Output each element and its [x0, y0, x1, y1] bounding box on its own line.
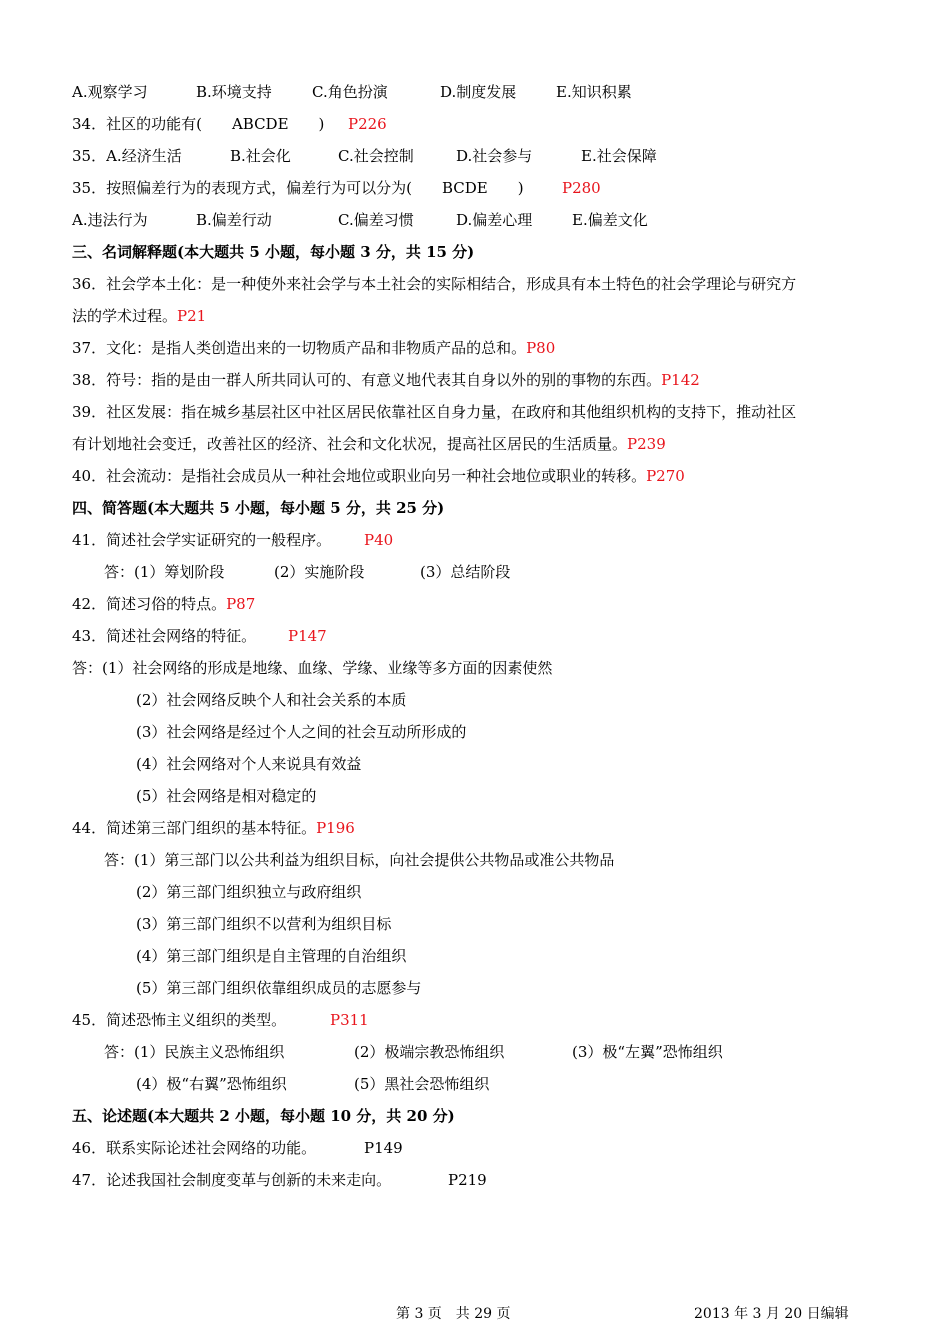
question-text: 34．社区的功能有( ABCDE ) — [72, 115, 325, 133]
section-4-title: 四、简答题(本大题共 5 小题，每小题 5 分，共 25 分) — [72, 499, 445, 517]
option-a: A.违法行为 — [72, 211, 148, 229]
question-36-line2 — [72, 306, 206, 326]
page-number: 第 3 页 共 29 页 — [396, 1306, 511, 1322]
page-ref: P142 — [661, 371, 700, 389]
question-text: 45．简述恐怖主义组织的类型。 — [72, 1011, 287, 1029]
question-45 — [72, 1010, 369, 1030]
option-e: E.社会保障 — [581, 147, 657, 165]
answer-item: (3）总结阶段 — [420, 563, 511, 581]
answer-44-item-3: (3）第三部门组织不以营利为组织目标 — [136, 915, 392, 933]
page-ref: P280 — [562, 179, 601, 197]
answer-44-item-4: (4）第三部门组织是自主管理的自治组织 — [136, 947, 407, 965]
option-b: B.社会化 — [230, 147, 291, 165]
question-47 — [72, 1170, 487, 1190]
question-39-line1: 39．社区发展：指在城乡基层社区中社区居民依靠社区自身力量，在政府和其他组织机构的支持下，推动社区 — [72, 403, 797, 421]
question-37 — [72, 338, 555, 358]
page-ref: P149 — [364, 1139, 403, 1157]
answer-44-item-2: (2）第三部门组织独立与政府组织 — [136, 883, 362, 901]
section-5-title: 五、论述题(本大题共 2 小题，每小题 10 分，共 20 分) — [72, 1107, 455, 1125]
option-b: B.环境支持 — [196, 83, 272, 101]
page-ref: P219 — [448, 1171, 487, 1189]
edit-date: 2013 年 3 月 20 日编辑 — [694, 1306, 849, 1322]
question-44 — [72, 818, 355, 838]
answer-43-item-1: 答：(1）社会网络的形成是地缘、血缘、学缘、业缘等多方面的因素使然 — [72, 659, 553, 677]
question-text: 40．社会流动：是指社会成员从一种社会地位或职业向另一种社会地位或职业的转移。 — [72, 467, 647, 485]
question-34 — [72, 114, 387, 134]
question-40 — [72, 466, 685, 486]
question-text: 37．文化：是指人类创造出来的一切物质产品和非物质产品的总和。 — [72, 339, 527, 357]
option-d: D.社会参与 — [456, 147, 533, 165]
question-text: 41．简述社会学实证研究的一般程序。 — [72, 531, 332, 549]
page-ref: P311 — [330, 1011, 369, 1029]
question-text: 47．论述我国社会制度变革与创新的未来走向。 — [72, 1171, 392, 1189]
answer-item: 答：(1）筹划阶段 — [104, 563, 225, 581]
option-e: E.偏差文化 — [572, 211, 648, 229]
question-text: 法的学术过程。 — [72, 307, 178, 325]
page-ref: P87 — [226, 595, 256, 613]
question-43 — [72, 626, 327, 646]
page-ref: P40 — [364, 531, 394, 549]
answer-43-item-4: (4）社会网络对个人来说具有效益 — [136, 755, 362, 773]
option-b: B.偏差行动 — [196, 211, 272, 229]
option-d: D.制度发展 — [440, 83, 517, 101]
question-text: 46．联系实际论述社会网络的功能。 — [72, 1139, 317, 1157]
answer-item: (5）黑社会恐怖组织 — [354, 1075, 490, 1093]
question-46 — [72, 1138, 403, 1158]
option-c: C.偏差习惯 — [338, 211, 414, 229]
option-d: D.偏差心理 — [456, 211, 533, 229]
question-36-line1: 36．社会学本土化：是一种使外来社会学与本土社会的实际相结合，形成具有本土特色的社会学理论与研究方 — [72, 275, 797, 293]
page-ref: P196 — [316, 819, 355, 837]
option-e: E.知识积累 — [556, 83, 632, 101]
page-ref: P239 — [627, 435, 666, 453]
question-text: 44．简述第三部门组织的基本特征。 — [72, 819, 317, 837]
option-c: C.角色扮演 — [312, 83, 388, 101]
question-35b — [72, 178, 601, 198]
answer-item: (2）极端宗教恐怖组织 — [354, 1043, 505, 1061]
page-ref: P226 — [348, 115, 387, 133]
answer-43-item-2: (2）社会网络反映个人和社会关系的本质 — [136, 691, 407, 709]
question-text: 38．符号：指的是由一群人所共同认可的、有意义地代表其自身以外的别的事物的东西。 — [72, 371, 662, 389]
option-c: C.社会控制 — [338, 147, 414, 165]
page-ref: P80 — [526, 339, 556, 357]
question-text: 43．简述社会网络的特征。 — [72, 627, 257, 645]
answer-44-item-1: 答：(1）第三部门以公共利益为组织目标，向社会提供公共物品或准公共物品 — [104, 851, 615, 869]
question-text: 35．按照偏差行为的表现方式，偏差行为可以分为( BCDE ) — [72, 179, 524, 197]
section-3-title: 三、名词解释题(本大题共 5 小题，每小题 3 分，共 15 分) — [72, 243, 475, 261]
page-ref: P270 — [646, 467, 685, 485]
question-38 — [72, 370, 700, 390]
answer-item: (2）实施阶段 — [274, 563, 365, 581]
question-text: 42．简述习俗的特点。 — [72, 595, 227, 613]
page-ref: P147 — [288, 627, 327, 645]
option-a: 35．A.经济生活 — [72, 147, 182, 165]
answer-item: 答：(1）民族主义恐怖组织 — [104, 1043, 285, 1061]
answer-43-item-3: (3）社会网络是经过个人之间的社会互动所形成的 — [136, 723, 467, 741]
question-41 — [72, 530, 394, 550]
question-42 — [72, 594, 255, 614]
answer-item: (3）极“左翼”恐怖组织 — [572, 1043, 723, 1061]
option-a: A.观察学习 — [72, 83, 148, 101]
page-ref: P21 — [177, 307, 207, 325]
answer-43-item-5: (5）社会网络是相对稳定的 — [136, 787, 317, 805]
answer-44-item-5: (5）第三部门组织依靠组织成员的志愿参与 — [136, 979, 422, 997]
answer-item: (4）极“右翼”恐怖组织 — [136, 1075, 287, 1093]
question-text: 有计划地社会变迁，改善社区的经济、社会和文化状况，提高社区居民的生活质量。 — [72, 435, 628, 453]
question-39-line2 — [72, 434, 666, 454]
